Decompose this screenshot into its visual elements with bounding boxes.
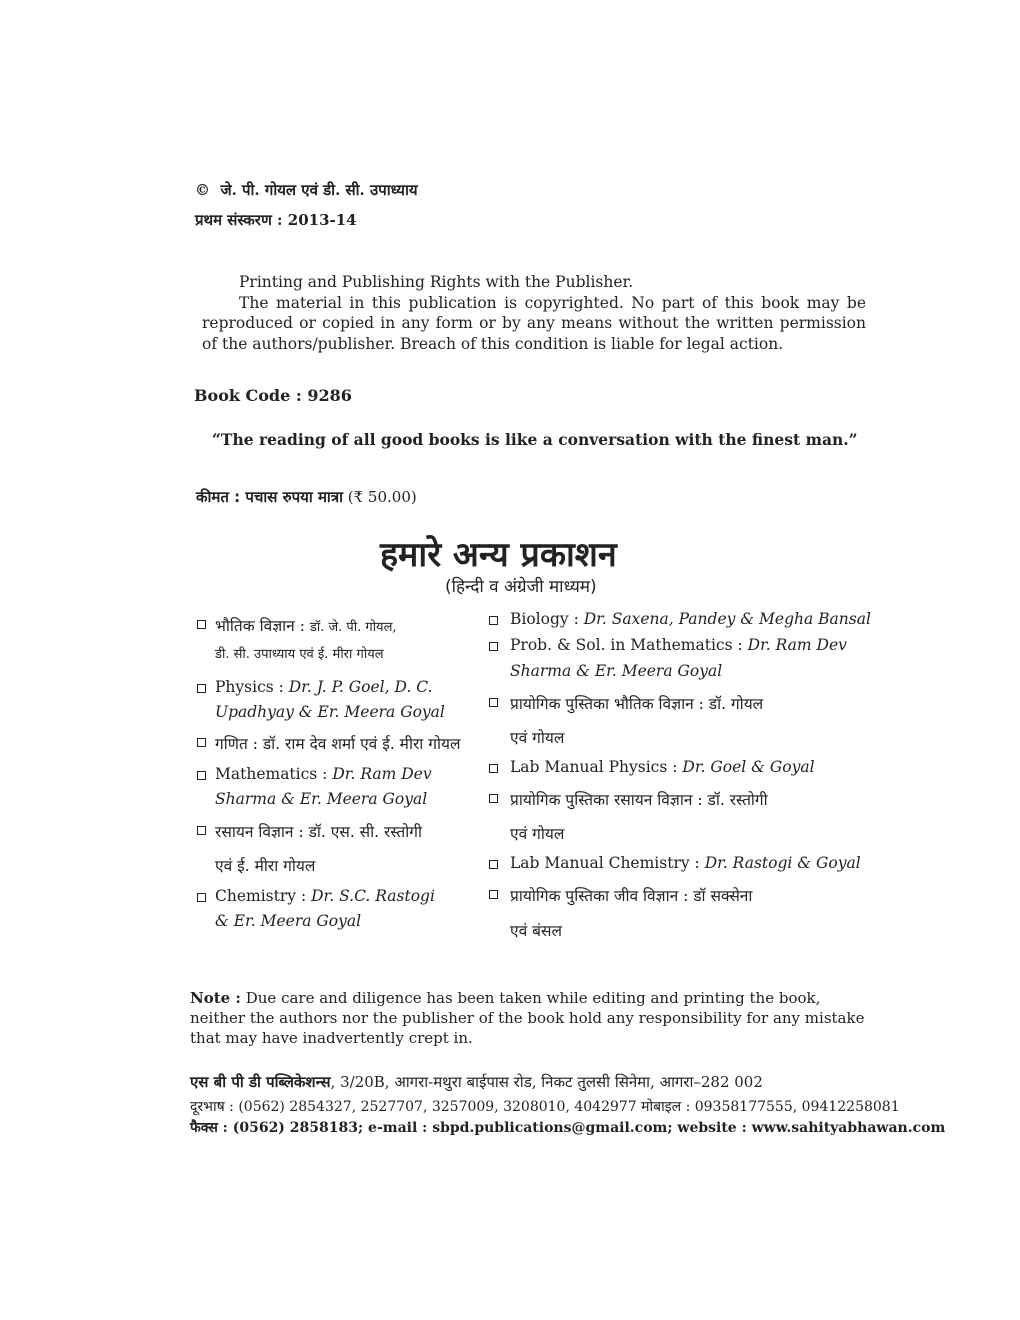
publication-author: & Er. Meera Goyal — [215, 912, 362, 930]
price — [196, 487, 417, 507]
publication-author: डॉ. जे. पी. गोयल, — [309, 620, 397, 635]
publication-title: प्रायोगिक पुस्तिका रसायन विज्ञान : डॉ. रस्तोगी — [510, 791, 768, 809]
checkbox-bullet-icon — [197, 893, 206, 902]
publication-item-line — [510, 854, 861, 872]
publication-author: Dr. J. P. Goel, D. C. — [288, 678, 433, 696]
book-code: Book Code : 9286 — [194, 386, 352, 405]
publication-author: Sharma & Er. Meera Goyal — [215, 790, 428, 808]
publication-title: Prob. & Sol. in Mathematics : — [510, 636, 748, 654]
checkbox-bullet-icon — [489, 890, 498, 899]
publication-title: Lab Manual Physics : — [510, 758, 683, 776]
copyright-line — [195, 180, 418, 200]
edition: प्रथम संस्करण : 2013-14 — [195, 211, 357, 229]
publication-item-line — [510, 884, 752, 906]
publication-author: Dr. Rastogi & Goyal — [704, 854, 861, 872]
page-subheading: (हिन्दी व अंग्रेजी माध्यम) — [445, 577, 597, 597]
publication-title: प्रायोगिक पुस्तिका जीव विज्ञान : डॉ सक्सेना — [510, 887, 753, 905]
publication-item-line — [215, 912, 361, 930]
publication-item-line — [215, 820, 422, 842]
publication-author: Sharma & Er. Meera Goyal — [510, 662, 723, 680]
price-value: (₹ 50.00) — [347, 488, 417, 506]
publication-item-line — [215, 732, 460, 754]
publication-item-line — [215, 854, 315, 876]
publication-item-line — [215, 678, 432, 696]
publication-item-line — [510, 822, 564, 844]
checkbox-bullet-icon — [197, 620, 206, 629]
price-label: कीमत : पचास रुपया मात्रा — [196, 488, 343, 506]
publication-author: Upadhyay & Er. Meera Goyal — [215, 703, 445, 721]
publication-author: Dr. Ram Dev — [332, 765, 432, 783]
publication-item-line — [215, 790, 427, 808]
publication-item-line — [215, 703, 445, 721]
checkbox-bullet-icon — [197, 826, 206, 835]
publication-item-line — [510, 726, 564, 748]
publication-item-line — [215, 644, 384, 662]
publication-author: Dr. Ram Dev — [747, 636, 847, 654]
publication-item-line — [215, 765, 432, 783]
publication-item-line — [510, 919, 562, 941]
publication-author: Dr. Goel & Goyal — [682, 758, 815, 776]
publication-author: Dr. S.C. Rastogi — [311, 887, 435, 905]
publication-item-line — [215, 887, 435, 905]
checkbox-bullet-icon — [489, 860, 498, 869]
footer-address — [190, 1072, 763, 1092]
rights-paragraph: The material in this publication is copyrighted. No part of this book may be reproduced or copied in any form or by any means without the written permission of the authors/publisher. Breach of this condition is liable for legal action. — [202, 293, 866, 353]
copyright-symbol: © — [195, 181, 210, 199]
copyright-holders: जे. पी. गोयल एवं डी. सी. उपाध्याय — [220, 181, 418, 199]
publication-item-line — [510, 758, 815, 776]
publication-title: एवं गोयल — [510, 825, 565, 843]
footer-contact: फैक्स : (0562) 2858183; e-mail : sbpd.publications@gmail.com; website : www.sahityabhawan.com — [190, 1120, 946, 1136]
quote: “The reading of all good books is like a conversation with the finest man.” — [212, 430, 858, 449]
publication-item-line — [215, 614, 397, 636]
publisher-address: , 3/20B, आगरा-मथुरा बाईपास रोड, निकट तुलसी सिनेमा, आगरा–282 002 — [330, 1073, 763, 1091]
publication-title: Biology : — [510, 610, 584, 628]
checkbox-bullet-icon — [489, 616, 498, 625]
publication-title: एवं ई. मीरा गोयल — [215, 857, 316, 875]
publication-item-line — [510, 662, 722, 680]
checkbox-bullet-icon — [489, 698, 498, 707]
checkbox-bullet-icon — [489, 642, 498, 651]
publisher-name: एस बी पी डी पब्लिकेशन्स — [190, 1073, 331, 1091]
publication-item-line — [510, 636, 847, 654]
publication-title: एवं गोयल — [510, 729, 565, 747]
publication-title: Chemistry : — [215, 887, 312, 905]
publication-title: रसायन विज्ञान : डॉ. एस. सी. रस्तोगी — [215, 823, 422, 841]
publication-title: Lab Manual Chemistry : — [510, 854, 705, 872]
note — [190, 988, 880, 1048]
checkbox-bullet-icon — [197, 738, 206, 747]
checkbox-bullet-icon — [489, 794, 498, 803]
note-label: Note : — [190, 989, 241, 1007]
publication-title: Mathematics : — [215, 765, 333, 783]
publication-author: Dr. Saxena, Pandey & Megha Bansal — [583, 610, 871, 628]
checkbox-bullet-icon — [197, 684, 206, 693]
publication-title: एवं बंसल — [510, 922, 562, 940]
publication-author: डी. सी. उपाध्याय एवं ई. मीरा गोयल — [215, 647, 384, 662]
note-text: Due care and diligence has been taken while editing and printing the book, neither the authors nor the publisher of the book hold any responsibility for any mistake that may have inadvertently crept in. — [190, 989, 865, 1047]
publication-item-line — [510, 610, 871, 628]
publication-item-line — [510, 692, 763, 714]
checkbox-bullet-icon — [489, 764, 498, 773]
footer-phone: दूरभाष : (0562) 2854327, 2527707, 3257009, 3208010, 4042977 मोबाइल : 09358177555, 09412258081 — [190, 1099, 900, 1115]
publication-title: प्रायोगिक पुस्तिका भौतिक विज्ञान : डॉ. गोयल — [510, 695, 764, 713]
publication-item-line — [510, 788, 768, 810]
rights-notice — [202, 272, 866, 354]
publication-title: Physics : — [215, 678, 289, 696]
publication-title: गणित : डॉ. राम देव शर्मा एवं ई. मीरा गोयल — [215, 735, 461, 753]
publication-title: भौतिक विज्ञान : — [215, 617, 310, 635]
page-heading: हमारे अन्य प्रकाशन — [380, 535, 617, 575]
rights-line: Printing and Publishing Rights with the Publisher. — [239, 273, 634, 291]
checkbox-bullet-icon — [197, 771, 206, 780]
